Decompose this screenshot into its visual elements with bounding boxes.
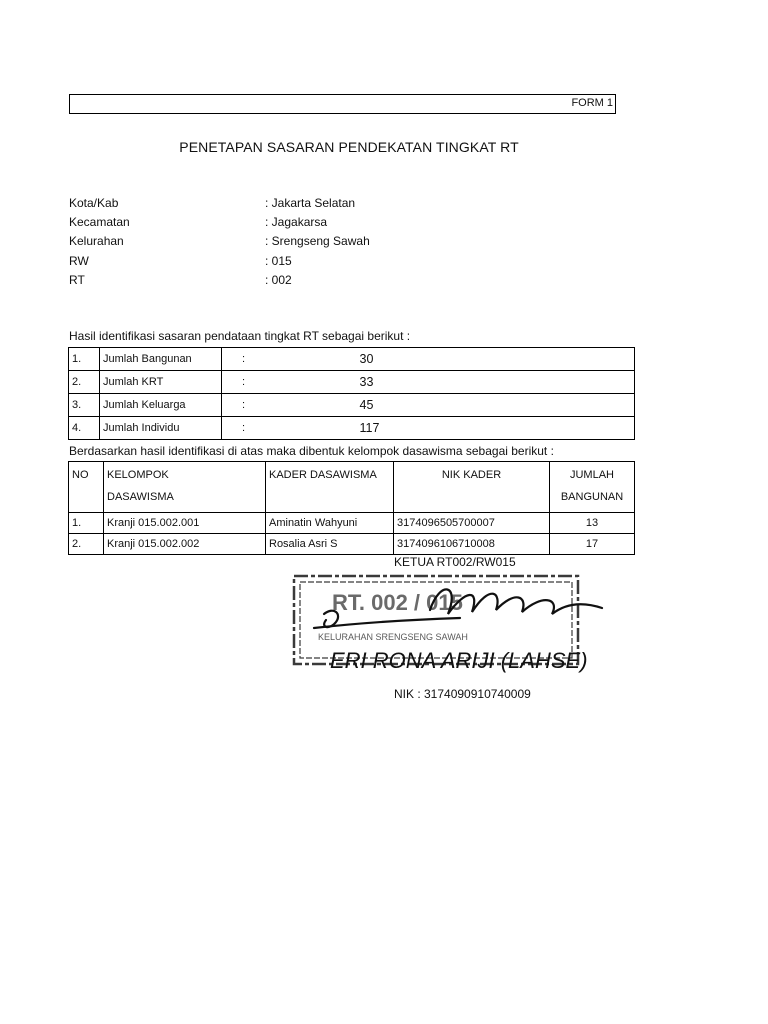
group-table [68, 461, 635, 555]
cell-nik: 3174096106710008 [394, 534, 550, 555]
cell-kader: Aminatin Wahyuni [266, 513, 394, 534]
group-intro: Berdasarkan hasil identifikasi di atas maka dibentuk kelompok dasawisma sebagai berikut : [69, 444, 554, 458]
stamp-signature [290, 570, 610, 680]
info-value-rw: : 015 [265, 254, 292, 268]
header-no: NO [69, 462, 104, 513]
cell-jumlah: 17 [550, 534, 635, 555]
form-number-box [69, 94, 616, 114]
row-number: 1. [69, 348, 100, 371]
form-label: FORM 1 [571, 97, 613, 109]
row-colon: : [222, 371, 282, 394]
row-number: 2. [69, 371, 100, 394]
info-value-kota: : Jakarta Selatan [265, 196, 356, 210]
row-label: Jumlah Bangunan [100, 348, 222, 371]
table-row [69, 513, 635, 534]
cell-kelompok: Kranji 015.002.002 [104, 534, 266, 555]
row-label: Jumlah Keluarga [100, 394, 222, 417]
header-nik: NIK KADER [394, 462, 550, 513]
cell-nik: 3174096505700007 [394, 513, 550, 534]
cell-kelompok: Kranji 015.002.001 [104, 513, 266, 534]
table-row [69, 348, 635, 371]
header-kelompok-line1: KELOMPOK [107, 469, 169, 481]
signature-name: ERI RONA ARIJI (LAHSE) [330, 648, 588, 673]
header-kader: KADER DASAWISMA [266, 462, 394, 513]
header-jumlah [550, 462, 635, 513]
info-value-rt: : 002 [265, 273, 292, 287]
info-value-kecamatan: : Jagakarsa [265, 215, 328, 229]
info-label-kota: Kota/Kab [69, 196, 119, 210]
ketua-label: KETUA RT002/RW015 [394, 555, 516, 569]
info-value-kelurahan: : Srengseng Sawah [265, 234, 370, 248]
header-kelompok [104, 462, 266, 513]
row-colon: : [222, 348, 282, 371]
cell-kader: Rosalia Asri S [266, 534, 394, 555]
table-header-row [69, 462, 635, 513]
stamp-text-rt: RT. 002 / 015 [332, 590, 463, 615]
row-value: 45 [282, 394, 635, 417]
cell-jumlah: 13 [550, 513, 635, 534]
info-label-rt: RT [69, 273, 85, 287]
page-title: PENETAPAN SASARAN PENDEKATAN TINGKAT RT [179, 139, 519, 155]
table-row [69, 534, 635, 555]
row-label: Jumlah KRT [100, 371, 222, 394]
nik-ketua: NIK : 3174090910740009 [394, 687, 531, 701]
row-label: Jumlah Individu [100, 417, 222, 440]
cell-no: 2. [69, 534, 104, 555]
header-kelompok-line2: DASAWISMA [107, 491, 174, 503]
row-value: 30 [282, 348, 635, 371]
row-number: 4. [69, 417, 100, 440]
row-value: 117 [282, 417, 635, 440]
table-row [69, 417, 635, 440]
header-jumlah-line1: JUMLAH [569, 469, 614, 481]
info-label-kecamatan: Kecamatan [69, 215, 130, 229]
info-label-kelurahan: Kelurahan [69, 234, 124, 248]
info-label-rw: RW [69, 254, 89, 268]
row-value: 33 [282, 371, 635, 394]
row-number: 3. [69, 394, 100, 417]
identification-intro: Hasil identifikasi sasaran pendataan tingkat RT sebagai berikut : [69, 329, 411, 343]
stamp-text-kelurahan: KELURAHAN SRENGSENG SAWAH [318, 632, 468, 642]
table-row [69, 371, 635, 394]
cell-no: 1. [69, 513, 104, 534]
row-colon: : [222, 417, 282, 440]
row-colon: : [222, 394, 282, 417]
header-jumlah-line2: BANGUNAN [560, 491, 624, 503]
identification-table [68, 347, 635, 440]
table-row [69, 394, 635, 417]
